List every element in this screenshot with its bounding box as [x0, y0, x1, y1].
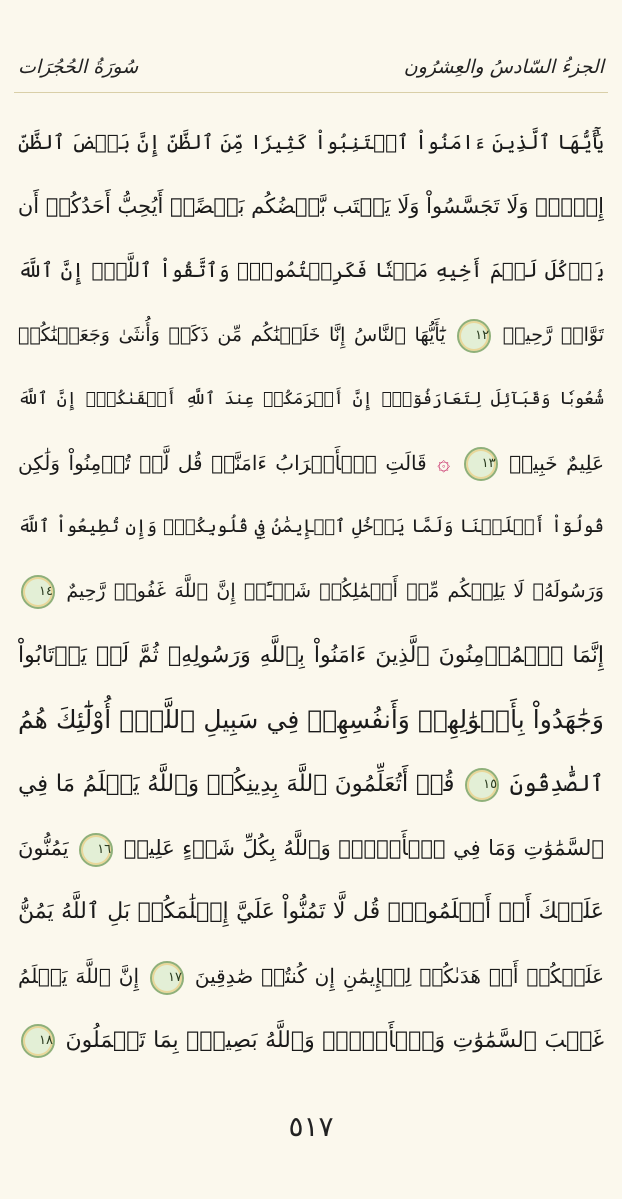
verse-line: [18, 624, 604, 688]
verse-line: [18, 303, 604, 367]
verse-text: ٱلصَّٰدِقُونَ: [509, 770, 604, 797]
hizb-marker-icon: ۞: [437, 451, 451, 477]
verse-line: [18, 944, 604, 1008]
verse-line: [18, 688, 604, 752]
juz-title: الجزءُ السّادسُ والعِشرُون: [403, 56, 604, 78]
verse-line: [18, 110, 604, 174]
verse-line: [18, 367, 604, 431]
ayah-number-marker: ١٥: [465, 768, 499, 802]
ayah-number-marker: ١٣: [464, 447, 498, 481]
header-divider: [14, 92, 608, 93]
verse-text: يَٰٓأَيُّهَا ٱلَّذِينَ ءَامَنُواْ ٱجۡتَنِبُواْ كَثِيرٗا مِّنَ ٱلظَّنِّ إِنَّ بَعۡضَ ٱلظَّنِّ: [18, 130, 604, 154]
verse-line: [18, 174, 604, 238]
verse-text: إِنَّ ٱللَّهَ يَعۡلَمُ: [18, 964, 140, 989]
verse-line: [18, 880, 604, 944]
verse-text: إِثۡمٞۖ وَلَا تَجَسَّسُواْ وَلَا يَغۡتَب بَّعۡضُكُم بَعۡضًاۚ أَيُحِبُّ أَحَدُكُمۡ أَن: [18, 194, 604, 219]
page-header: [18, 44, 604, 90]
verse-line: [18, 1009, 604, 1073]
verse-text: وَجَٰهَدُواْ بِأَمۡوَٰلِهِمۡ وَأَنفُسِهِمۡ فِي سَبِيلِ ٱللَّهِۚ أُوْلَٰٓئِكَ هُمُ: [18, 704, 604, 734]
verse-text: يَٰٓأَيُّهَا ٱلنَّاسُ إِنَّا خَلَقۡنَٰكُم مِّن ذَكَرٖ وَأُنثَىٰ وَجَعَلۡنَٰكُمۡ: [18, 323, 446, 346]
ayah-number-marker: ١٧: [150, 961, 184, 995]
verse-text: يَأۡكُلَ لَحۡمَ أَخِيهِ مَيۡتٗا فَكَرِهۡتُمُوهُۚ وَٱتَّقُواْ ٱللَّهَۚ إِنَّ ٱللَّهَ: [18, 258, 604, 283]
verse-line: [18, 238, 604, 302]
verse-text: يَمُنُّونَ: [18, 836, 69, 861]
verse-text: عَلِيمٌ خَبِيرٞ: [509, 450, 604, 475]
verse-text: تَوَّابٞ رَّحِيمٞ: [502, 323, 604, 346]
verse-text: قُولُوٓاْ أَسۡلَمۡنَا وَلَمَّا يَدۡخُلِ ٱلۡإِيمَٰنُ فِي قُلُوبِكُمۡۖ وَإِن تُطِيعُواْ ٱللَّهَ: [18, 516, 604, 538]
verse-line: [18, 431, 604, 495]
verse-line: [18, 495, 604, 559]
verse-text: إِنَّمَا ٱلۡمُؤۡمِنُونَ ٱلَّذِينَ ءَامَنُواْ بِٱللَّهِ وَرَسُولِهِۦ ثُمَّ لَمۡ يَرۡتَابُواْ: [18, 642, 604, 668]
verse-text: غَيۡبَ ٱلسَّمَٰوَٰتِ وَٱلۡأَرۡضِۚ وَٱللَّهُ بَصِيرُۢ بِمَا تَعۡمَلُونَ: [65, 1027, 604, 1053]
page-number: ٥١٧: [288, 1110, 334, 1143]
ayah-number-marker: ١٢: [457, 319, 491, 353]
quran-text: [18, 110, 604, 1073]
verse-line: [18, 752, 604, 816]
verse-text: ٱلسَّمَٰوَٰتِ وَمَا فِي ٱلۡأَرۡضِۚ وَٱللَّهُ بِكُلِّ شَيۡءٍ عَلِيمٞ: [123, 836, 604, 861]
ayah-number-marker: ١٨: [21, 1024, 55, 1058]
verse-text: وَرَسُولَهُۥ لَا يَلِتۡكُم مِّنۡ أَعۡمَٰلِكُمۡ شَيۡـًٔاۚ إِنَّ ٱللَّهَ غَفُورٞ رَّحِيمٌ: [66, 580, 604, 603]
surah-title: سُورَةُ الحُجُرَات: [18, 56, 139, 78]
ayah-number-marker: ١٦: [79, 833, 113, 867]
verse-text: قَالَتِ ٱلۡأَعۡرَابُ ءَامَنَّاۖ قُل لَّمۡ تُؤۡمِنُواْ وَلَٰكِن: [18, 450, 427, 475]
ayah-number-marker: ١٤: [21, 575, 55, 609]
verse-text: عَلَيۡكَ أَنۡ أَسۡلَمُواْۖ قُل لَّا تَمُنُّواْ عَلَيَّ إِسۡلَٰمَكُمۖ بَلِ ٱللَّهُ يَمُنُّ: [18, 899, 604, 925]
verse-text: شُعُوبٗا وَقَبَآئِلَ لِتَعَارَفُوٓاْۚ إِنَّ أَكۡرَمَكُمۡ عِندَ ٱللَّهِ أَتۡقَىٰكُمۡۚ إِنَّ ٱللَّهَ: [18, 388, 604, 409]
verse-line: [18, 559, 604, 623]
verse-text: عَلَيۡكُمۡ أَنۡ هَدَىٰكُمۡ لِلۡإِيمَٰنِ إِن كُنتُمۡ صَٰدِقِينَ: [194, 964, 604, 989]
verse-text: قُلۡ أَتُعَلِّمُونَ ٱللَّهَ بِدِينِكُمۡ وَٱللَّهُ يَعۡلَمُ مَا فِي: [18, 770, 455, 797]
verse-line: [18, 816, 604, 880]
